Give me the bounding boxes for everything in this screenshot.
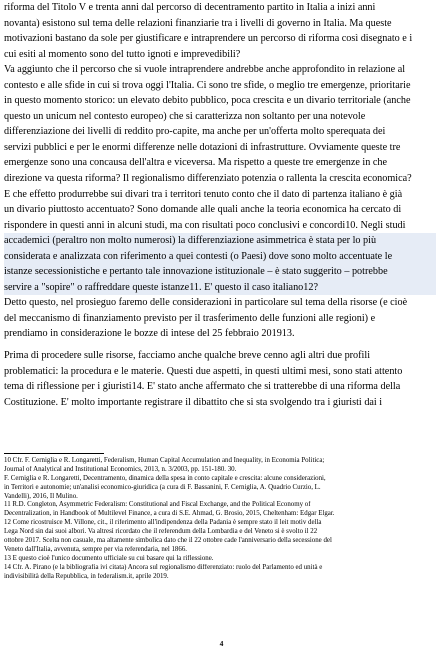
text-line: del meccanismo di finanziamento previsto per il trasferimento delle funzioni alle regioni) e	[4, 312, 376, 324]
text-line: emergenze sono una concausa dell'altra e viceversa. Ma rispetto a queste tre emergenze in che	[4, 157, 388, 169]
footnote-line: 11 R.D. Congleton, Asymmetric Federalism: Constitutional and Fiscal Exchange, and the Political Economy of	[4, 501, 311, 509]
highlighted-text-line: istanze secessionistiche e pertanto tale innovazione istituzionale – è stato suggerito – potrebbe	[4, 264, 436, 280]
page-number: 4	[219, 639, 224, 648]
footnotes	[4, 457, 436, 581]
footnote-line: 10 Cfr. F. Cerniglia e R. Longaretti, Federalism, Human Capital Accumulation and Inequality, in Economia Politica;	[4, 457, 325, 464]
text-line: Costituzione. E' molto importante registrare il dibattito che si sta svolgendo tra i giuristi dai i	[4, 396, 383, 408]
footnote-separator	[4, 453, 104, 454]
text-line: differenziazione dei livelli di reddito pro-capite, ma anche per un'offerta molto sperequata dei	[4, 126, 386, 138]
footnote-line: 14 Cfr. A. Pirano (e la bibliografia ivi citata) Ancora sul regionalismo differenziato: ruolo del Parlamento ed unità e	[4, 563, 323, 571]
footnote-line: Journal of Analytical and Institutional Economics, 2013, n. 3/2003, pp. 151-180. 30.	[4, 465, 237, 473]
footnote-line: 13 È questo cioè l'unico documento ufficiale su cui basare qui la riflessione.	[4, 554, 214, 562]
text-line: Prima di procedere sulle risorse, facciamo anche qualche breve cenno agli altri due profili	[4, 350, 371, 362]
body-text	[4, 0, 436, 410]
text-line: E che effetto produrrebbe sui divari tra i territori tenuto conto che il dato di partenza italiano è già	[4, 188, 403, 200]
footnote-line: in Territori e autonomie; un'analisi economico-giuridica (a cura di F. Bassanini, F. Cerniglia, A. Quadrio Curzio, L.	[4, 483, 321, 491]
text-line: problematici: la procedura e le materie. Questi due aspetti, in questi ultimi mesi, sono stati attento	[4, 365, 403, 377]
text-line: riforma del Titolo V e trenta anni dal percorso di decentramento partito in Italia a inizi anni	[4, 2, 376, 13]
footnote-line: Vandelli), 2016, Il Mulino.	[4, 492, 78, 500]
text-line: questo un unicum nel contesto europeo) che si caratterizza non soltanto per una notevole	[4, 110, 366, 122]
text-line: un divario piuttosto accentuato? Sono domande alle quali anche la teoria economica ha cercato di	[4, 204, 402, 216]
text-line: direzione va questa riforma? Il regionalismo differenziato potenzia o rallenta la crescita economica?	[4, 173, 412, 185]
footnote-line: indivisibilità della Repubblica, in federalism.it, aprile 2019.	[4, 572, 169, 580]
text-line: cui esiti al momento sono del tutto ignoti e imprevedibili?	[4, 48, 241, 60]
text-line: rispondere in questi anni in alcuni studi, ma con risultati poco conclusivi e concordi10. Negli studi	[4, 219, 406, 231]
footnote-line: Decentralization, in Handbook of Multilevel Finance, a cura di S.E. Ahmad, G. Brosio, 2015, Cheltenham: Edgar Elgar.	[4, 510, 335, 518]
footnote-line: ottobre 2017. Scelta non casuale, ma altamente simbolica dato che il 22 ottobre cade l'anniversario della secessione del	[4, 537, 332, 545]
highlighted-text-line: accademici (peraltro non molto numerosi) la differenziazione asimmetrica è stata per lo più	[4, 233, 436, 249]
footnote-line: Veneto dall'Italia, avvenuta, sempre per via referendaria, nel 1866.	[4, 545, 187, 553]
text-line: Detto questo, nel prosieguo faremo delle considerazioni in particolare sul tema della risorse (e cioè	[4, 297, 408, 309]
footnote-line: Lega Nord sin dai suoi albori. Va altresì ricordato che il referendum della Lombardia e del Veneto si è svolto il 22	[4, 528, 318, 536]
text-line: prendiamo in considerazione le bozze di intese del 25 febbraio 201913.	[4, 328, 295, 340]
text-line: in questo momento storico: un elevato debito pubblico, poca crescita e un divario territoriale (anche	[4, 95, 411, 107]
highlighted-text-line: servire a "sopire" o raffreddare queste istanze11. E' questo il caso italiano12?	[4, 280, 436, 296]
highlighted-text-line: considerata e analizzata con riferimento a quei contesti (o Paesi) dove sono molto accentuate le	[4, 249, 436, 265]
footnote-line: 12 Come ricostruisce M. Villone, cit., il riferimento all'indipendenza della Padania è sempre stato il leit motiv della	[4, 519, 322, 527]
text-line: motivazioni bastano da sole per giustificare e intraprendere un percorso di riforma così disegnato e i	[4, 33, 413, 45]
text-line: tema di riflessione per i giuristi14. E' stato anche affermato che si tratterebbe di una riforma della	[4, 381, 401, 393]
text-line: servizi pubblici e per le enormi differenze nelle dotazioni di infrastrutture. Ovviamente queste tre	[4, 141, 401, 153]
text-line: novanta) esistono sul tema delle relazioni finanziarie tra i livelli di governo in Italia. Ma queste	[4, 17, 392, 29]
footnote-line: F. Cerniglia e R. Longaretti, Decentramento, dinamica della spesa in conto capitale e crescita: alcune considerazioni,	[4, 474, 326, 482]
text-line: contesto e alle sfide in cui si trova oggi l'Italia. Ci sono tre sfide, o meglio tre emergenze, prioritarie	[4, 79, 411, 91]
text-line: Va aggiunto che il percorso che si vuole intraprendere andrebbe anche approfondito in relazione al	[4, 64, 406, 76]
